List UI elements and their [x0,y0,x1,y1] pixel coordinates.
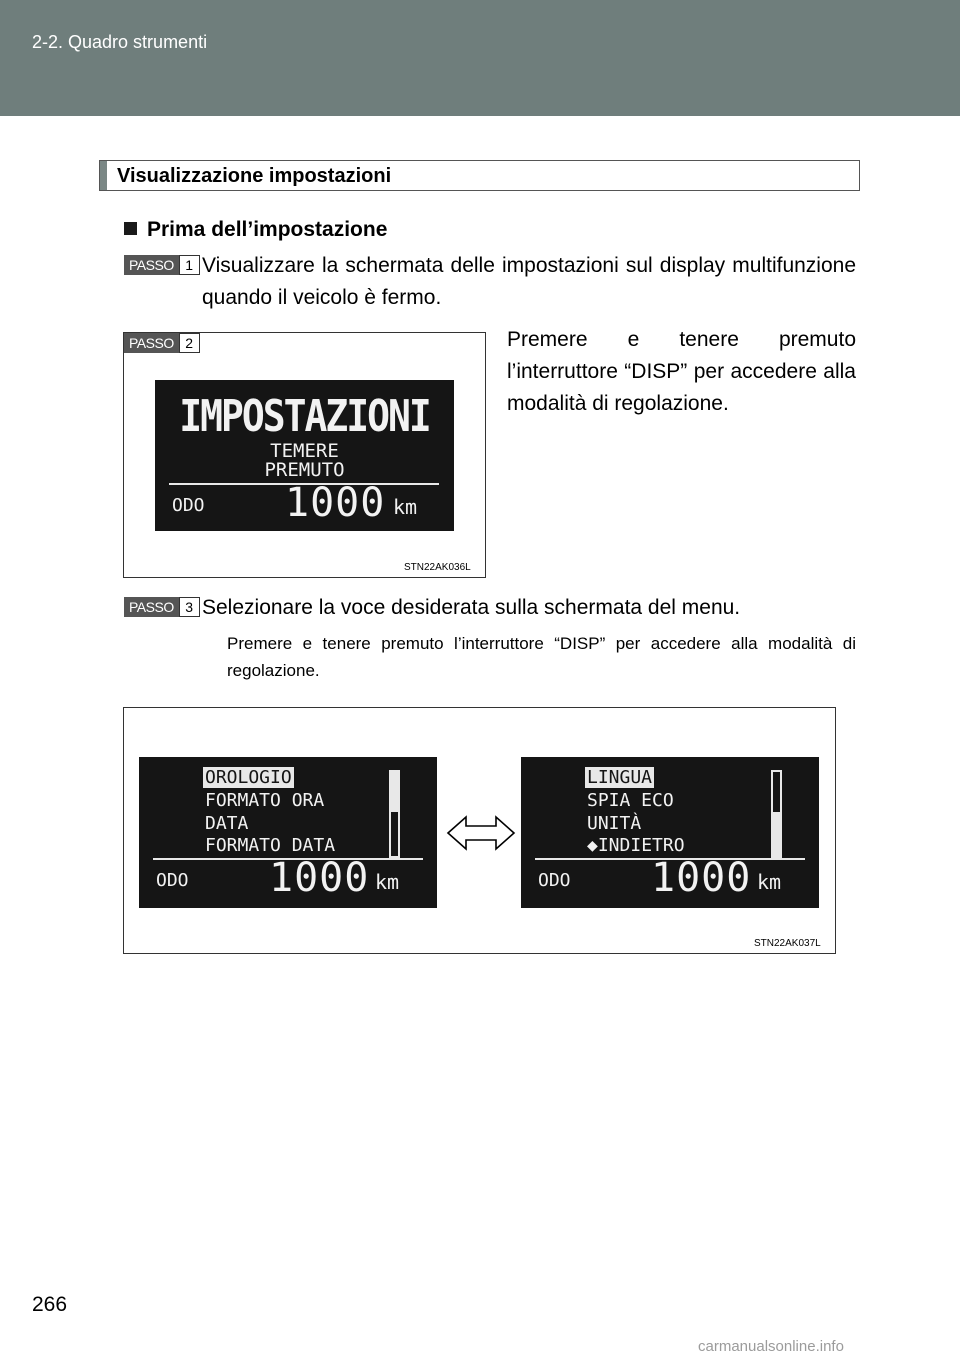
menu-scrollbar [389,770,400,858]
step-word: PASSO [124,597,179,617]
page-number: 266 [32,1293,68,1316]
menu-item: UNITÀ [587,813,642,834]
odo-label: ODO [156,870,189,891]
page-header [0,0,960,116]
lcd-line-1: TEMERE [270,440,339,462]
scroll-thumb [773,812,780,856]
figure-2 [123,707,836,954]
menu-scrollbar [771,770,782,858]
odo-value: 1000 [269,855,370,901]
lcd-line-2: PREMUTO [264,459,345,481]
menu-item: INDIETRO [597,835,685,856]
bidirectional-arrow-icon [446,813,516,853]
scroll-thumb [391,772,398,812]
odo-unit: km [393,495,418,519]
step-number: 2 [179,333,200,353]
figure-code: STN22AK037L [754,938,821,949]
step-2-badge [124,333,200,353]
step-word: PASSO [124,333,179,353]
square-bullet-icon [124,222,137,235]
figure-1 [123,332,486,578]
section-heading [99,160,860,191]
step-1-text: Visualizzare la schermata delle impostazioni sul display multifunzione quando il veicolo è fermo. [202,254,856,309]
header-title: 2-2. Quadro strumenti [32,32,208,52]
lcd-screen-settings [155,380,454,531]
step-1-badge [124,255,200,275]
step-number: 1 [179,255,200,275]
lcd-title: IMPOSTAZIONI [179,390,430,442]
menu-item: FORMATO ORA [205,790,325,811]
subheading [124,218,387,242]
lcd-screen-menu-1 [139,757,437,908]
menu-item-selected: OROLOGIO [205,767,292,788]
step-3-text: Selezionare la voce desiderata sulla schermata del menu. [202,596,741,619]
odo-value: 1000 [651,855,752,901]
odo-label: ODO [538,870,571,891]
odo-value: 1000 [285,480,386,526]
lcd-screen-menu-2 [521,757,819,908]
subheading-text: Prima dell’impostazione [147,218,388,241]
section-accent-bar [100,161,107,190]
menu-item-selected: LINGUA [587,767,653,788]
menu-item: SPIA ECO [587,790,674,811]
step-word: PASSO [124,255,179,275]
step-2-text: Premere e tenere premuto l’interruttore “DISP” per accedere alla modalità di regolazione. [507,328,856,415]
menu-item: FORMATO DATA [205,835,336,856]
step-3-badge [124,597,200,617]
odo-unit: km [757,870,782,894]
menu-item: DATA [205,813,249,834]
watermark: carmanualsonline.info [698,1338,844,1355]
section-title: Visualizzazione impostazioni [117,165,392,187]
odo-unit: km [375,870,400,894]
odo-label: ODO [172,495,205,516]
step-3-note: Premere e tenere premuto l’interruttore “DISP” per accedere alla modalità di regolazione. [227,634,856,680]
step-number: 3 [179,597,200,617]
figure-code: STN22AK036L [404,562,471,573]
back-arrow-icon: ◆ [587,835,598,856]
